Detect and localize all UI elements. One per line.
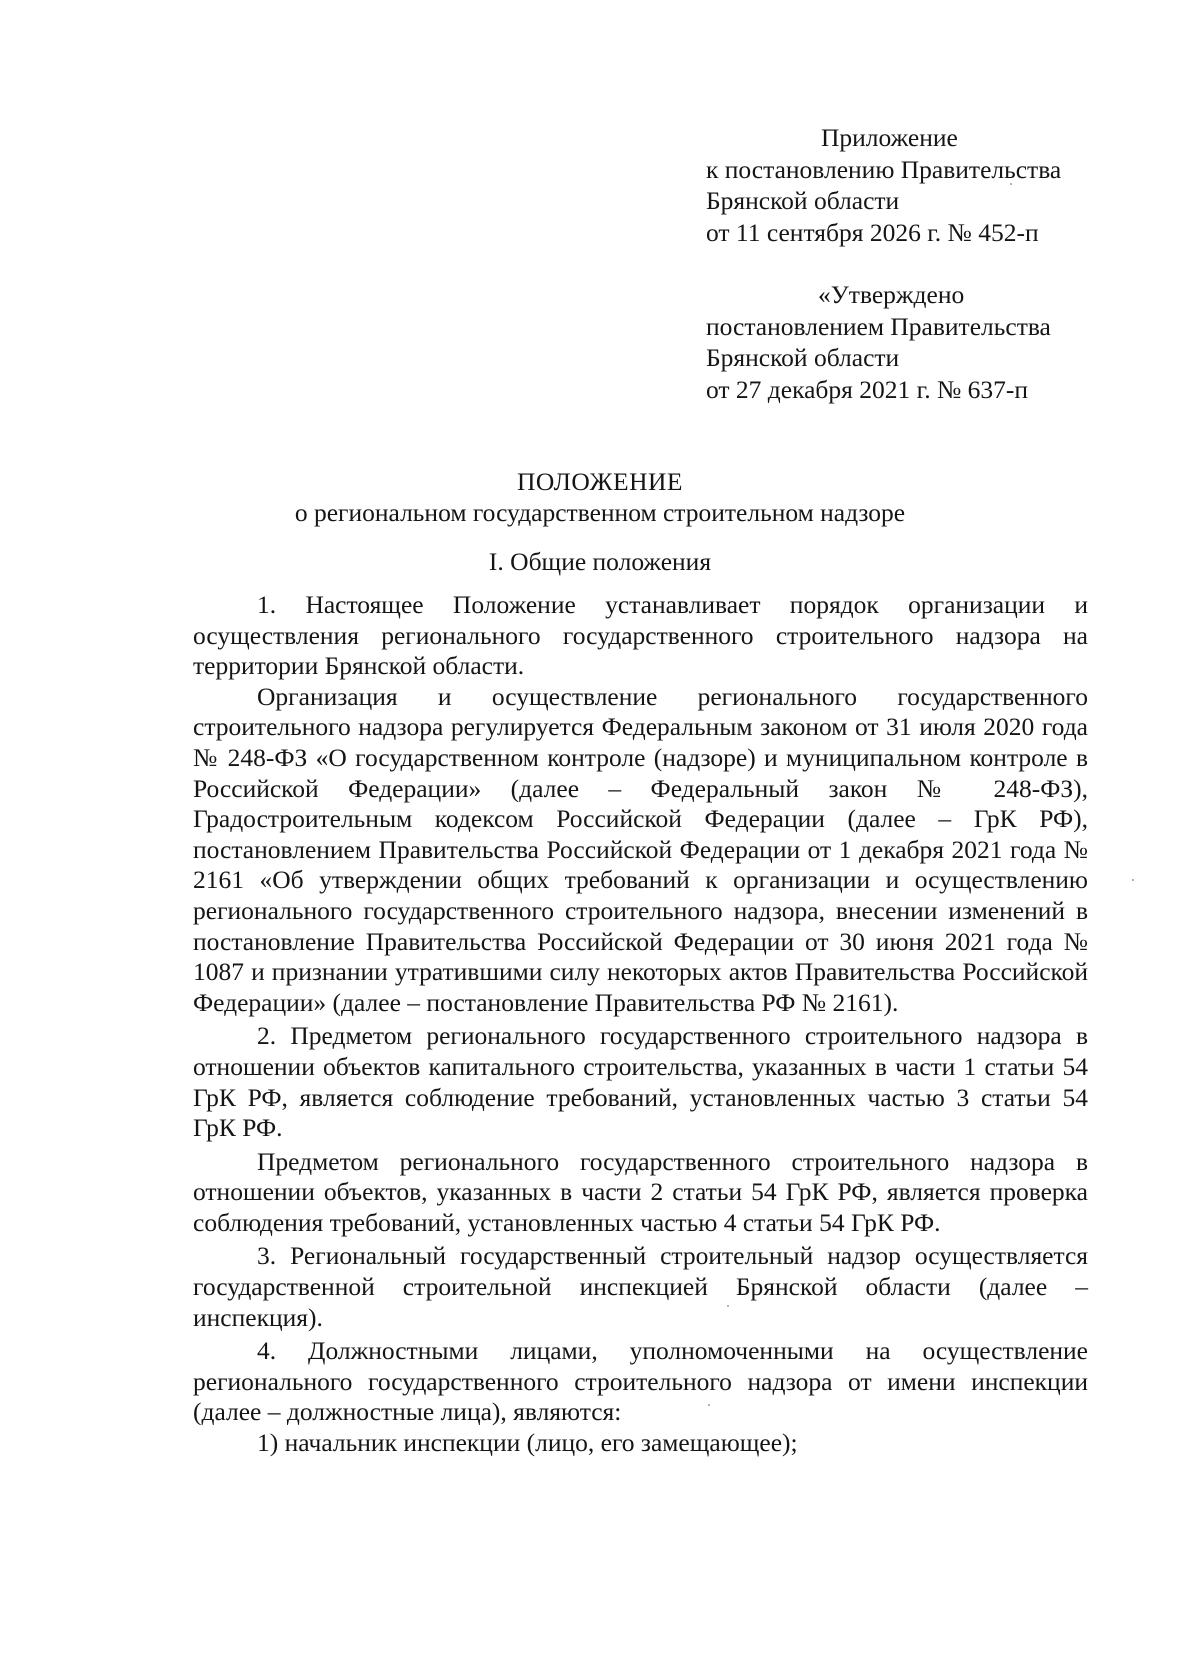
- scan-speck: [1010, 183, 1012, 185]
- approval-line: «Утверждено: [818, 280, 965, 309]
- approval-line: от 27 декабря 2021 г. № 637-п: [706, 374, 1029, 404]
- paragraph: 2. Предметом регионального государственного строительного надзора в отношении объектов капитального строительства, указанных в части 1 статьи 54 ГрК РФ, является соблюдение требований, установленных частью 3 статьи 54 ГрК РФ.: [193, 1021, 1088, 1143]
- document-body: [193, 590, 1088, 1459]
- attachment-line: от 11 сентября 2026 г. № 452-п: [706, 217, 1039, 247]
- attachment-header: [706, 122, 1061, 248]
- section-title: I. Общие положения: [488, 547, 712, 576]
- scan-speck: [727, 1305, 729, 1307]
- approval-line: Брянской области: [706, 343, 900, 372]
- paragraph: Организация и осуществление регионального государственного строительного надзора регулируется Федеральным законом от 31 июля 2020 года № 248-ФЗ «О государственном контроле (надзоре) и муниципальном контроле в Российской Федерации» (далее – Федеральный закон № 248-ФЗ), Градостроительным кодексом Российской Федерации (далее – ГрК РФ), постановлением Правительства Российской Федерации от 1 декабря 2021 года № 2161 «Об утверждении общих требований к организации и осуществлению регионального государственного строительного надзора, внесении изменений в постановление Правительства Российской Федерации от 30 июня 2021 года № 1087 и признании утратившими силу некоторых актов Правительства Российской Федерации» (далее – постановление Правительства РФ № 2161).: [193, 681, 1088, 1017]
- attachment-line: к постановлению Правительства: [706, 154, 1062, 184]
- approval-line: постановлением Правительства: [706, 311, 1051, 341]
- paragraph: 1. Настоящее Положение устанавливает порядок организации и осуществления регионального государственного строительного надзора на территории Брянской области.: [193, 590, 1088, 681]
- approval-header: [706, 279, 1051, 405]
- document-title: ПОЛОЖЕНИЕ: [517, 467, 683, 496]
- attachment-line: Брянской области: [706, 186, 900, 215]
- scan-speck: [708, 1404, 710, 1406]
- paragraph: Предметом регионального государственного строительного надзора в отношении объектов, указанных в части 2 статьи 54 ГрК РФ, является проверка соблюдения требований, установленных частью 4 статьи 54 ГрК РФ.: [193, 1146, 1088, 1237]
- paragraph: 4. Должностными лицами, уполномоченными на осуществление регионального государственного строительного надзора от имени инспекции (далее – должностные лица), являются:: [193, 1336, 1088, 1427]
- document-subtitle: о региональном государственном строительном надзоре: [294, 498, 906, 527]
- paragraph: 3. Региональный государственный строительный надзор осуществляется государственной строительной инспекцией Брянской области (далее – инспекция).: [193, 1241, 1088, 1332]
- paragraph: 1) начальник инспекции (лицо, его замещающее);: [257, 1428, 798, 1458]
- attachment-line: Приложение: [821, 123, 958, 152]
- scan-speck: [1132, 879, 1134, 881]
